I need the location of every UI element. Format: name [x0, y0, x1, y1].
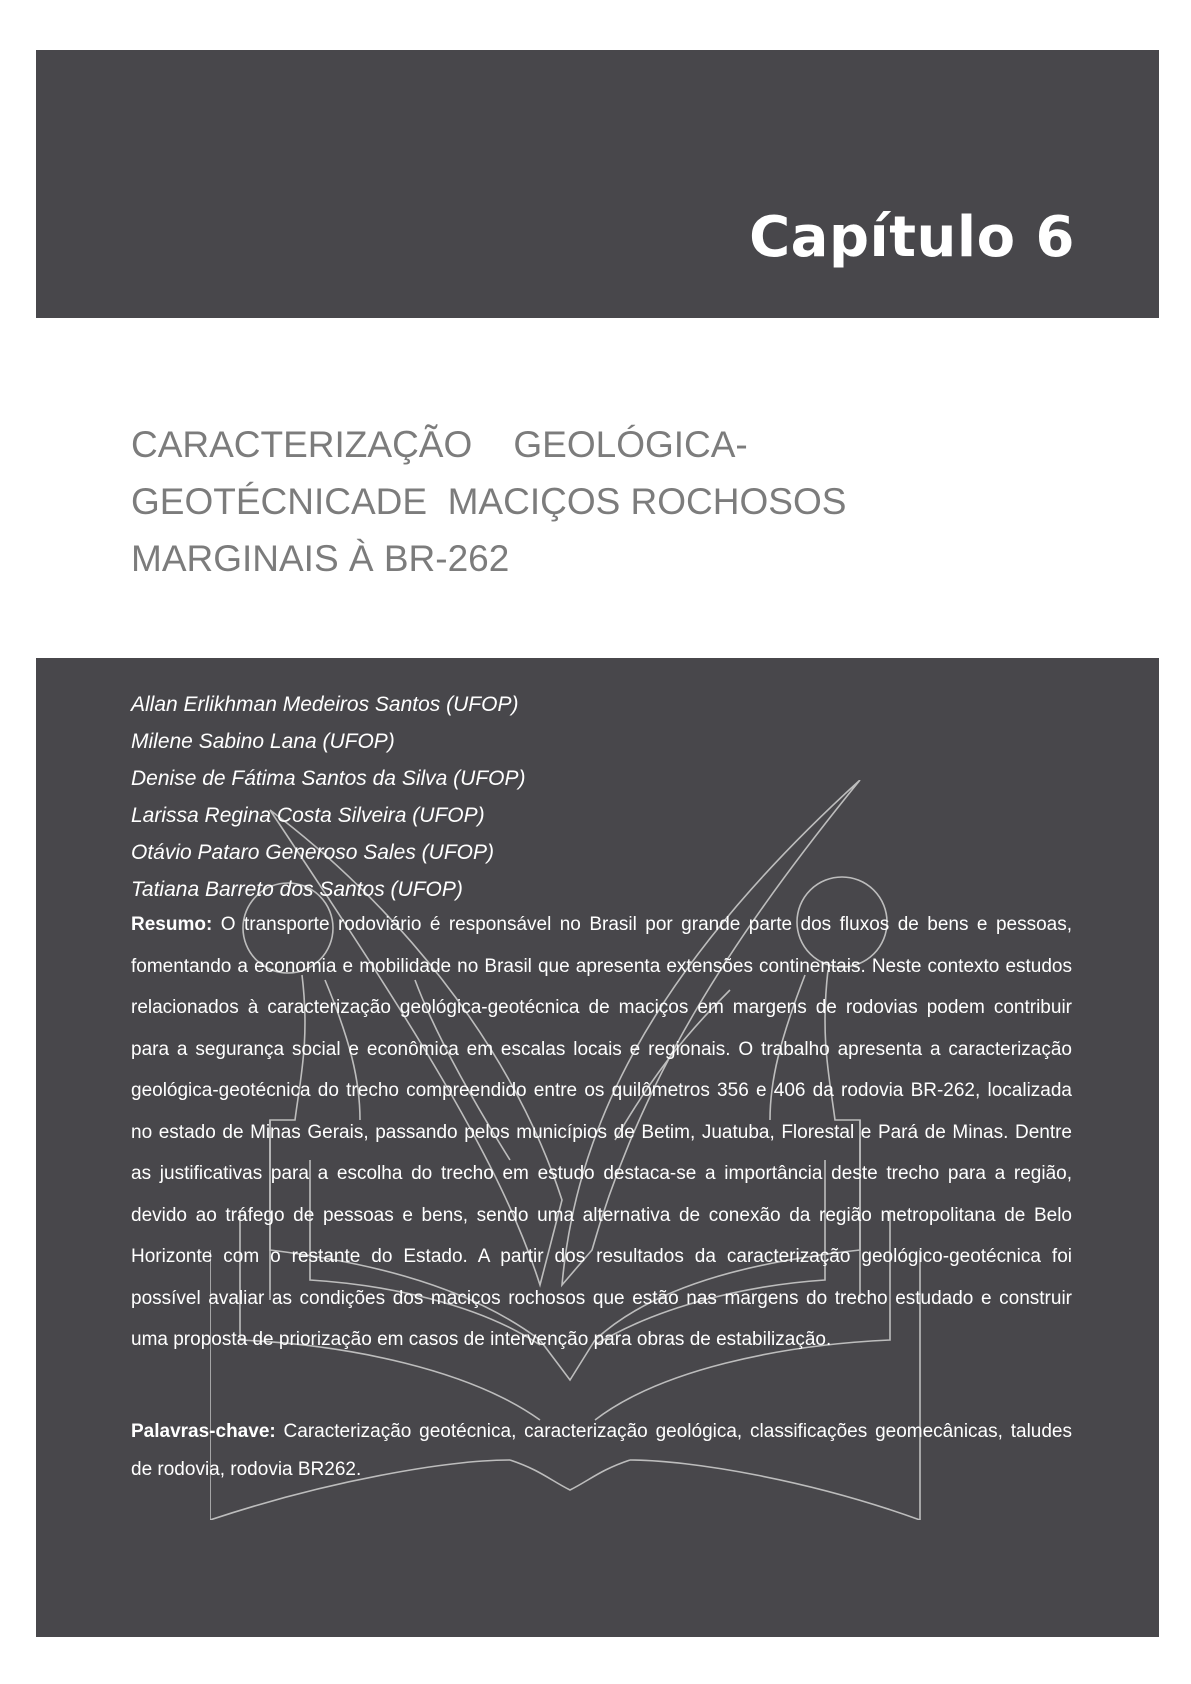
author-name: Tatiana Barreto dos Santos (UFOP)	[131, 878, 463, 901]
paper-title	[131, 416, 1031, 587]
author-name: Otávio Pataro Generoso Sales (UFOP)	[131, 841, 494, 864]
author-name: Denise de Fátima Santos da Silva (UFOP)	[131, 767, 526, 790]
title-line: GEOTÉCNICADE MACIÇOS ROCHOSOS	[131, 481, 847, 522]
keywords-text: Caracterização geotécnica, caracterização geológica, classificações geomecânicas, taludes de rodovia, rodovia BR262.	[131, 1421, 1072, 1480]
author-name: Milene Sabino Lana (UFOP)	[131, 730, 395, 753]
keywords-label: Palavras-chave:	[131, 1421, 276, 1442]
chapter-title: Capítulo 6	[749, 205, 1075, 270]
abstract-text: O transporte rodoviário é responsável no Brasil por grande parte dos fluxos de bens e pessoas, fomentando a economia e mobilidade no Brasil que apresenta extensões continentais. Neste contexto estudos relacionados à caracterização geológica-geotécnica de maciços em margens de rodovias podem contribuir para a segurança social e econômica em escalas locais e regionais. O trabalho apresenta a caracterização geológica-geotécnica do trecho compreendido entre os quilômetros 356 e 406 da rodovia BR-262, localizada no estado de Minas Gerais, passando pelos municípios de Betim, Juatuba, Florestal e Pará de Minas. Dentre as justificativas para a escolha do trecho em estudo destaca-se a importância deste trecho para a região, devido ao tráfego de pessoas e bens, sendo uma alternativa de conexão da região metropolitana de Belo Horizonte com o restante do Estado. A partir dos resultados da caracterização geológico-geotécnica foi possível avaliar as condições dos maciços rochosos que estão nas margens do trecho estudado e construir uma proposta de priorização em casos de intervenção para obras de estabilização.	[131, 914, 1072, 1350]
author-name: Allan Erlikhman Medeiros Santos (UFOP)	[131, 693, 519, 716]
author-name: Larissa Regina Costa Silveira (UFOP)	[131, 804, 485, 827]
chapter-banner	[36, 50, 1159, 318]
title-line: MARGINAIS À BR-262	[131, 538, 510, 579]
title-line: CARACTERIZAÇÃO GEOLÓGICA-	[131, 424, 748, 465]
author-list	[131, 686, 526, 908]
abstract-label: Resumo:	[131, 914, 213, 935]
abstract	[131, 904, 1072, 1361]
keywords	[131, 1413, 1072, 1489]
